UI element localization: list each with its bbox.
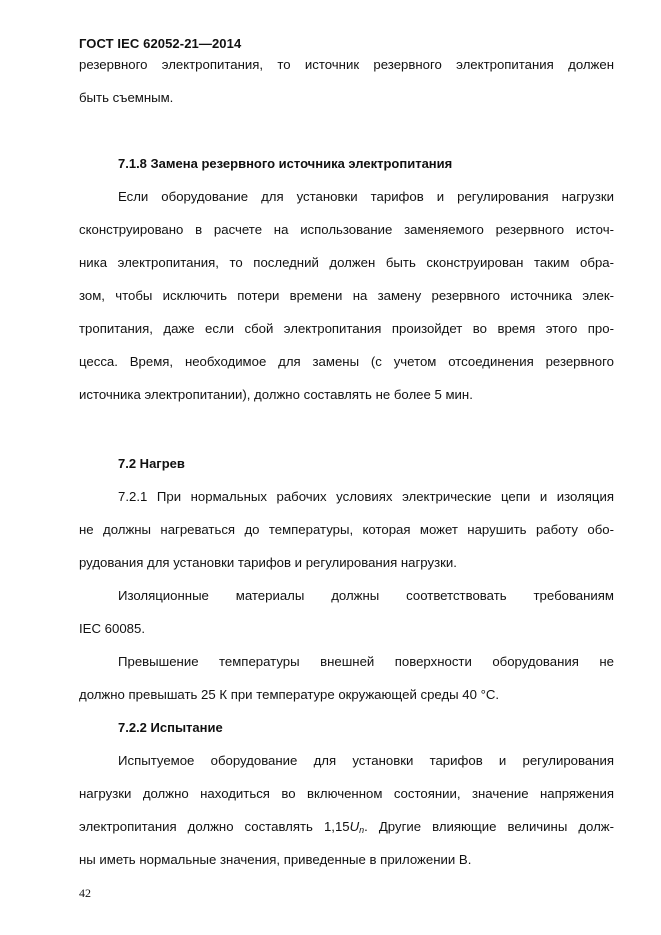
paragraph-line: Изоляционные материалы должны соответствовать требованиям — [118, 588, 614, 603]
section-heading-7-2: 7.2 Нагрев — [118, 456, 185, 471]
section-heading-7-2-2: 7.2.2 Испытание — [118, 720, 223, 735]
paragraph-line: должно превышать 25 К при температуре окружающей среды 40 °С. — [79, 687, 500, 702]
paragraph-line: не должны нагреваться до температуры, которая может нарушить работу обо- — [79, 522, 614, 537]
voltage-symbol: U — [349, 819, 360, 834]
paragraph-line: резервного электропитания, то источник резервного электропитания должен — [79, 57, 614, 72]
standard-header: ГОСТ IEC 62052-21—2014 — [79, 36, 242, 51]
paragraph-line: Испытуемое оборудование для установки тарифов и регулирования — [118, 753, 614, 768]
paragraph-line: Если оборудование для установки тарифов и регулирования нагрузки — [118, 189, 614, 204]
paragraph-line: ника электропитания, то последний должен быть сконструирован таким обра- — [79, 255, 614, 270]
paragraph-line: 7.2.1 При нормальных рабочих условиях электрические цепи и изоляция — [118, 489, 614, 504]
voltage-subscript: n — [359, 825, 365, 835]
paragraph-line: зом, чтобы исключить потери времени на замену резервного источника элек- — [79, 288, 614, 303]
section-heading-7-1-8: 7.1.8 Замена резервного источника электропитания — [118, 156, 453, 171]
paragraph-line: IEC 60085. — [79, 621, 145, 636]
paragraph-line: цесса. Время, необходимое для замены (с учетом отсоединения резервного — [79, 354, 614, 369]
paragraph-line: тропитания, даже если сбой электропитания произойдет во время этого про- — [79, 321, 614, 336]
paragraph-line: источника электропитании), должно составлять не более 5 мин. — [79, 387, 473, 402]
paragraph-line: нагрузки должно находиться во включенном состоянии, значение напряжения — [79, 786, 614, 801]
paragraph-line — [79, 819, 614, 838]
paragraph-line: сконструировано в расчете на использование заменяемого резервного источ- — [79, 222, 614, 237]
text-run: . Другие влияющие величины долж- — [364, 819, 614, 834]
page-number: 42 — [79, 886, 91, 900]
paragraph-line: рудования для установки тарифов и регулирования нагрузки. — [79, 555, 457, 570]
paragraph-line: быть съемным. — [79, 90, 174, 105]
text-run: электропитания должно составлять 1,15 — [79, 819, 350, 834]
paragraph-line: ны иметь нормальные значения, приведенные в приложении В. — [79, 852, 472, 867]
paragraph-line: Превышение температуры внешней поверхности оборудования не — [118, 654, 614, 669]
